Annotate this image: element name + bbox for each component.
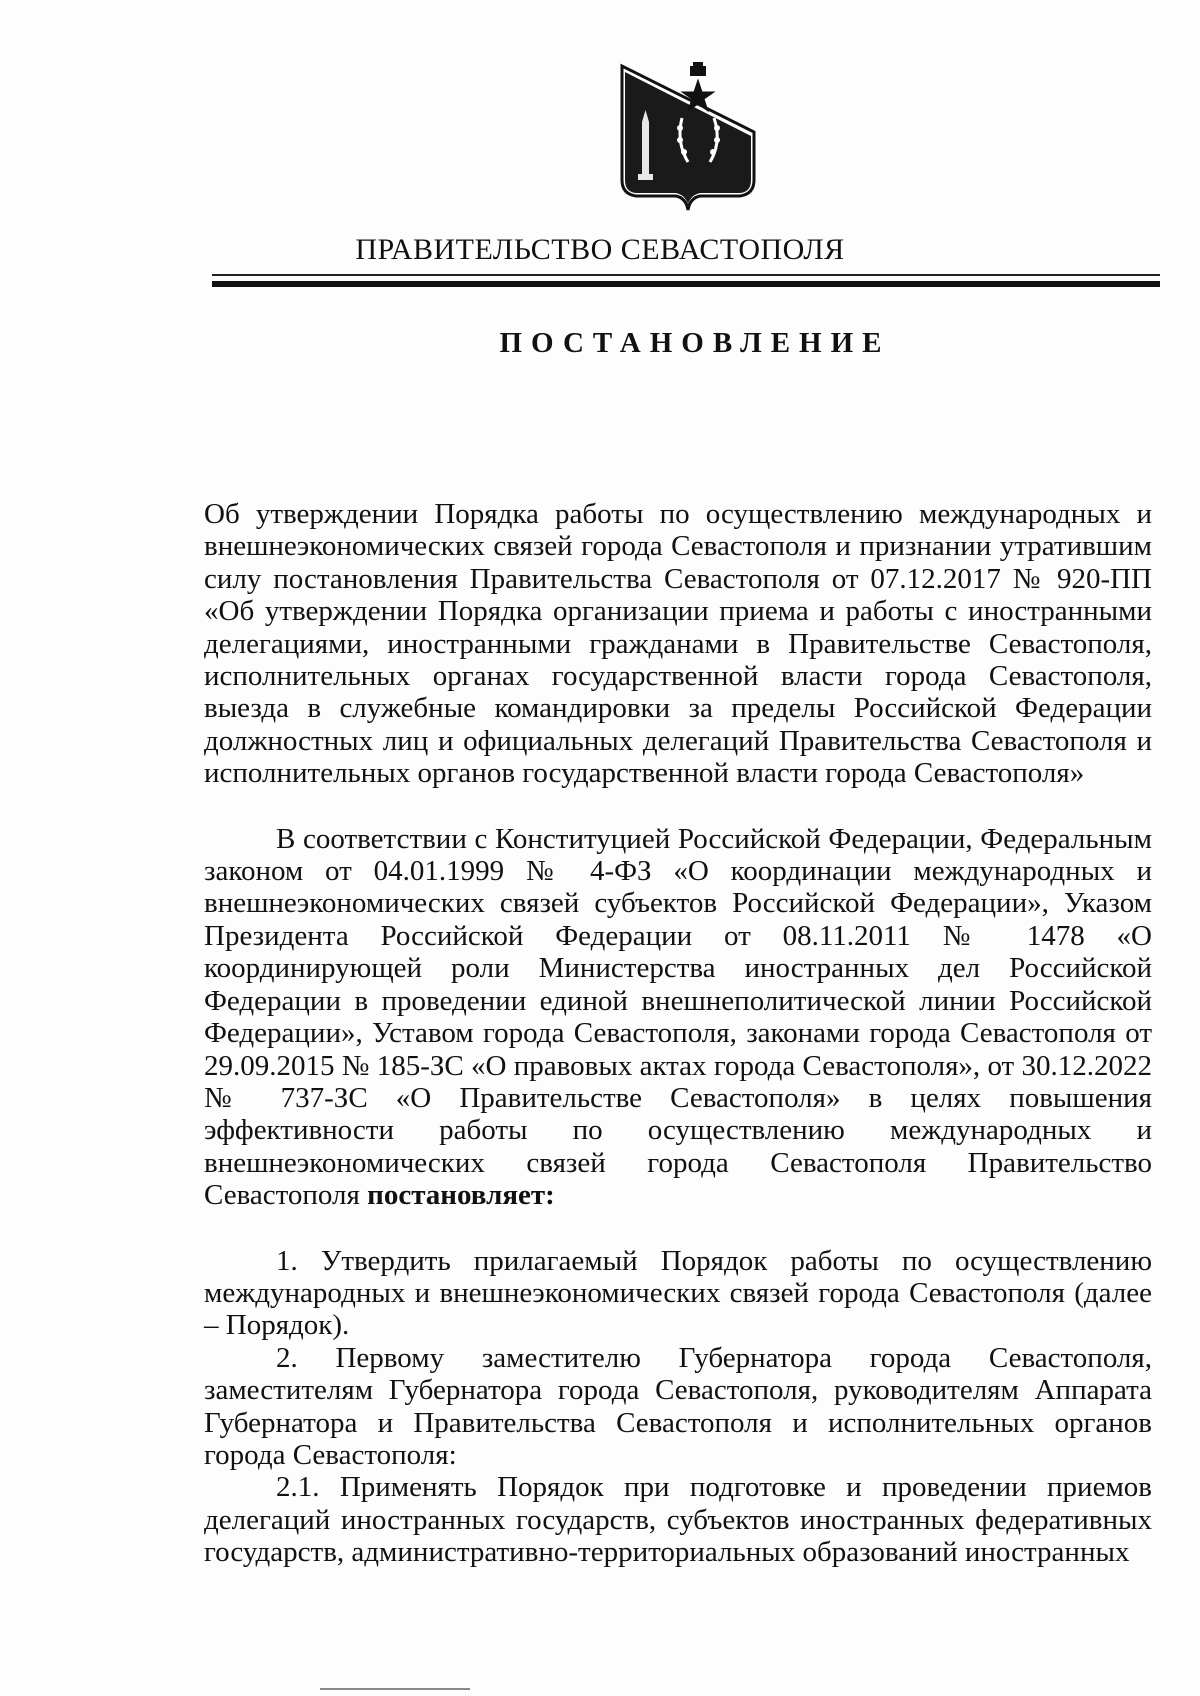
item-2: 2. Первому заместителю Губернатора города Севастополя, заместителям Губернатора города Севастополя, руководителям Аппарата Губернатора и Правительства Севастополя и исполнительных органов города Севастополя: <box>204 1341 1152 1471</box>
government-title: ПРАВИТЕЛЬСТВО СЕВАСТОПОЛЯ <box>355 233 845 266</box>
preamble-paragraph <box>204 823 1152 1212</box>
document-type-heading: ПОСТАНОВЛЕНИЕ <box>499 327 891 359</box>
document-body <box>204 498 1152 1569</box>
item-1: 1. Утвердить прилагаемый Порядок работы по осуществлению международных и внешнеэкономических связей города Севастополя (далее – Порядок). <box>204 1244 1152 1342</box>
preamble-text: В соответствии с Конституцией Российской Федерации, Федеральным законом от 04.01.1999 № 4-ФЗ «О координации международных и внешнеэкономических связей субъектов Российской Федерации», Указом Президента Российской Федерации от 08.11.2011 № 1478 «О координирующей роли Министерства иностранных дел Российской Федерации в проведении единой внешнеполитической линии Российской Федерации», Уставом города Севастополя, законами города Севастополя от 29.09.2015 № 185-ЗС «О правовых актах города Севастополя», от 30.12.2022 № 737-ЗС «О Правительстве Севастополя» в целях повышения эффективности работы по осуществлению международных и внешнеэкономических связей города Севастополя Правительство Севастополя <box>204 822 1152 1212</box>
header-rule-thick <box>212 281 1160 287</box>
item-2-1: 2.1. Применять Порядок при подготовке и проведении приемов делегаций иностранных государств, субъектов иностранных федеративных государств, административно-территориальных образований иностранных <box>204 1471 1152 1569</box>
decree-word: постановляет: <box>367 1179 555 1212</box>
document-subject: Об утверждении Порядка работы по осуществлению международных и внешнеэкономических связей города Севастополя и признании утратившим силу постановления Правительства Севастополя от 07.12.2017 № 920-ПП «Об утверждении Порядка организации приема и работы с иностранными делегациями, иностранными гражданами в Правительстве Севастополя, исполнительных органах государственной власти города Севастополя, выезда в служебные командировки за пределы Российской Федерации должностных лиц и официальных делегаций Правительства Севастополя и исполнительных органов государственной власти города Севастополя» <box>204 498 1152 790</box>
sevastopol-coat-of-arms-icon <box>618 62 758 214</box>
header-rule-thin <box>212 274 1160 276</box>
scan-artifact <box>320 1688 470 1690</box>
